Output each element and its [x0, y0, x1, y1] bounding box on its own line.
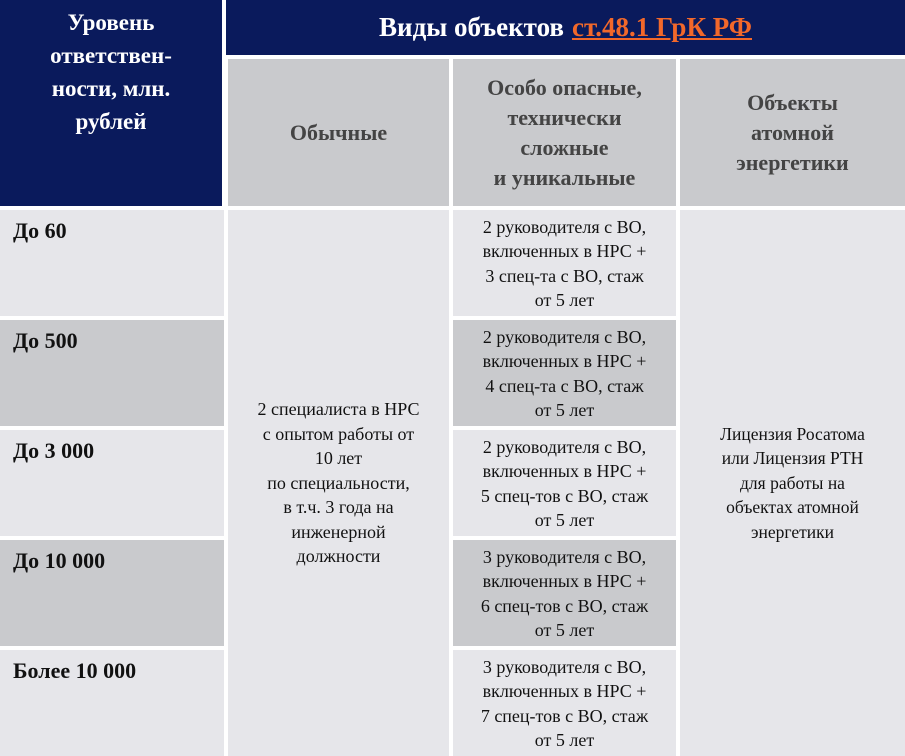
level-cell: До 500: [0, 320, 224, 426]
law-article-link[interactable]: ст.48.1 ГрК РФ: [571, 12, 752, 42]
level-cell: До 10 000: [0, 540, 224, 646]
column-header-special: Особо опасные, технически сложные и уникальные: [453, 59, 676, 206]
ordinary-requirement: 2 специалиста в НРС с опытом работы от 10 лет по специальности, в т.ч. 3 года на инженерной должности: [228, 210, 449, 756]
special-requirement: 3 руководителя с ВО, включенных в НРС + 7 спец-тов с ВО, стаж от 5 лет: [453, 650, 676, 756]
special-requirement: 3 руководителя с ВО, включенных в НРС + 6 спец-тов с ВО, стаж от 5 лет: [453, 540, 676, 646]
table-title: [226, 0, 905, 55]
level-cell: До 3 000: [0, 430, 224, 536]
title-text: Виды объектов: [379, 12, 564, 42]
column-header-ordinary: Обычные: [228, 59, 449, 206]
special-requirement: 2 руководителя с ВО, включенных в НРС + 3 спец-та с ВО, стаж от 5 лет: [453, 210, 676, 316]
level-cell: Более 10 000: [0, 650, 224, 756]
level-cell: До 60: [0, 210, 224, 316]
special-requirement: 2 руководителя с ВО, включенных в НРС + 4 спец-та с ВО, стаж от 5 лет: [453, 320, 676, 426]
corner-header-label: Уровень ответствен- ности, млн. рублей: [0, 0, 222, 206]
nuclear-requirement: Лицензия Росатома или Лицензия РТН для работы на объектах атомной энергетики: [680, 210, 905, 756]
special-requirement: 2 руководителя с ВО, включенных в НРС + 5 спец-тов с ВО, стаж от 5 лет: [453, 430, 676, 536]
column-header-nuclear: Объекты атомной энергетики: [680, 59, 905, 206]
